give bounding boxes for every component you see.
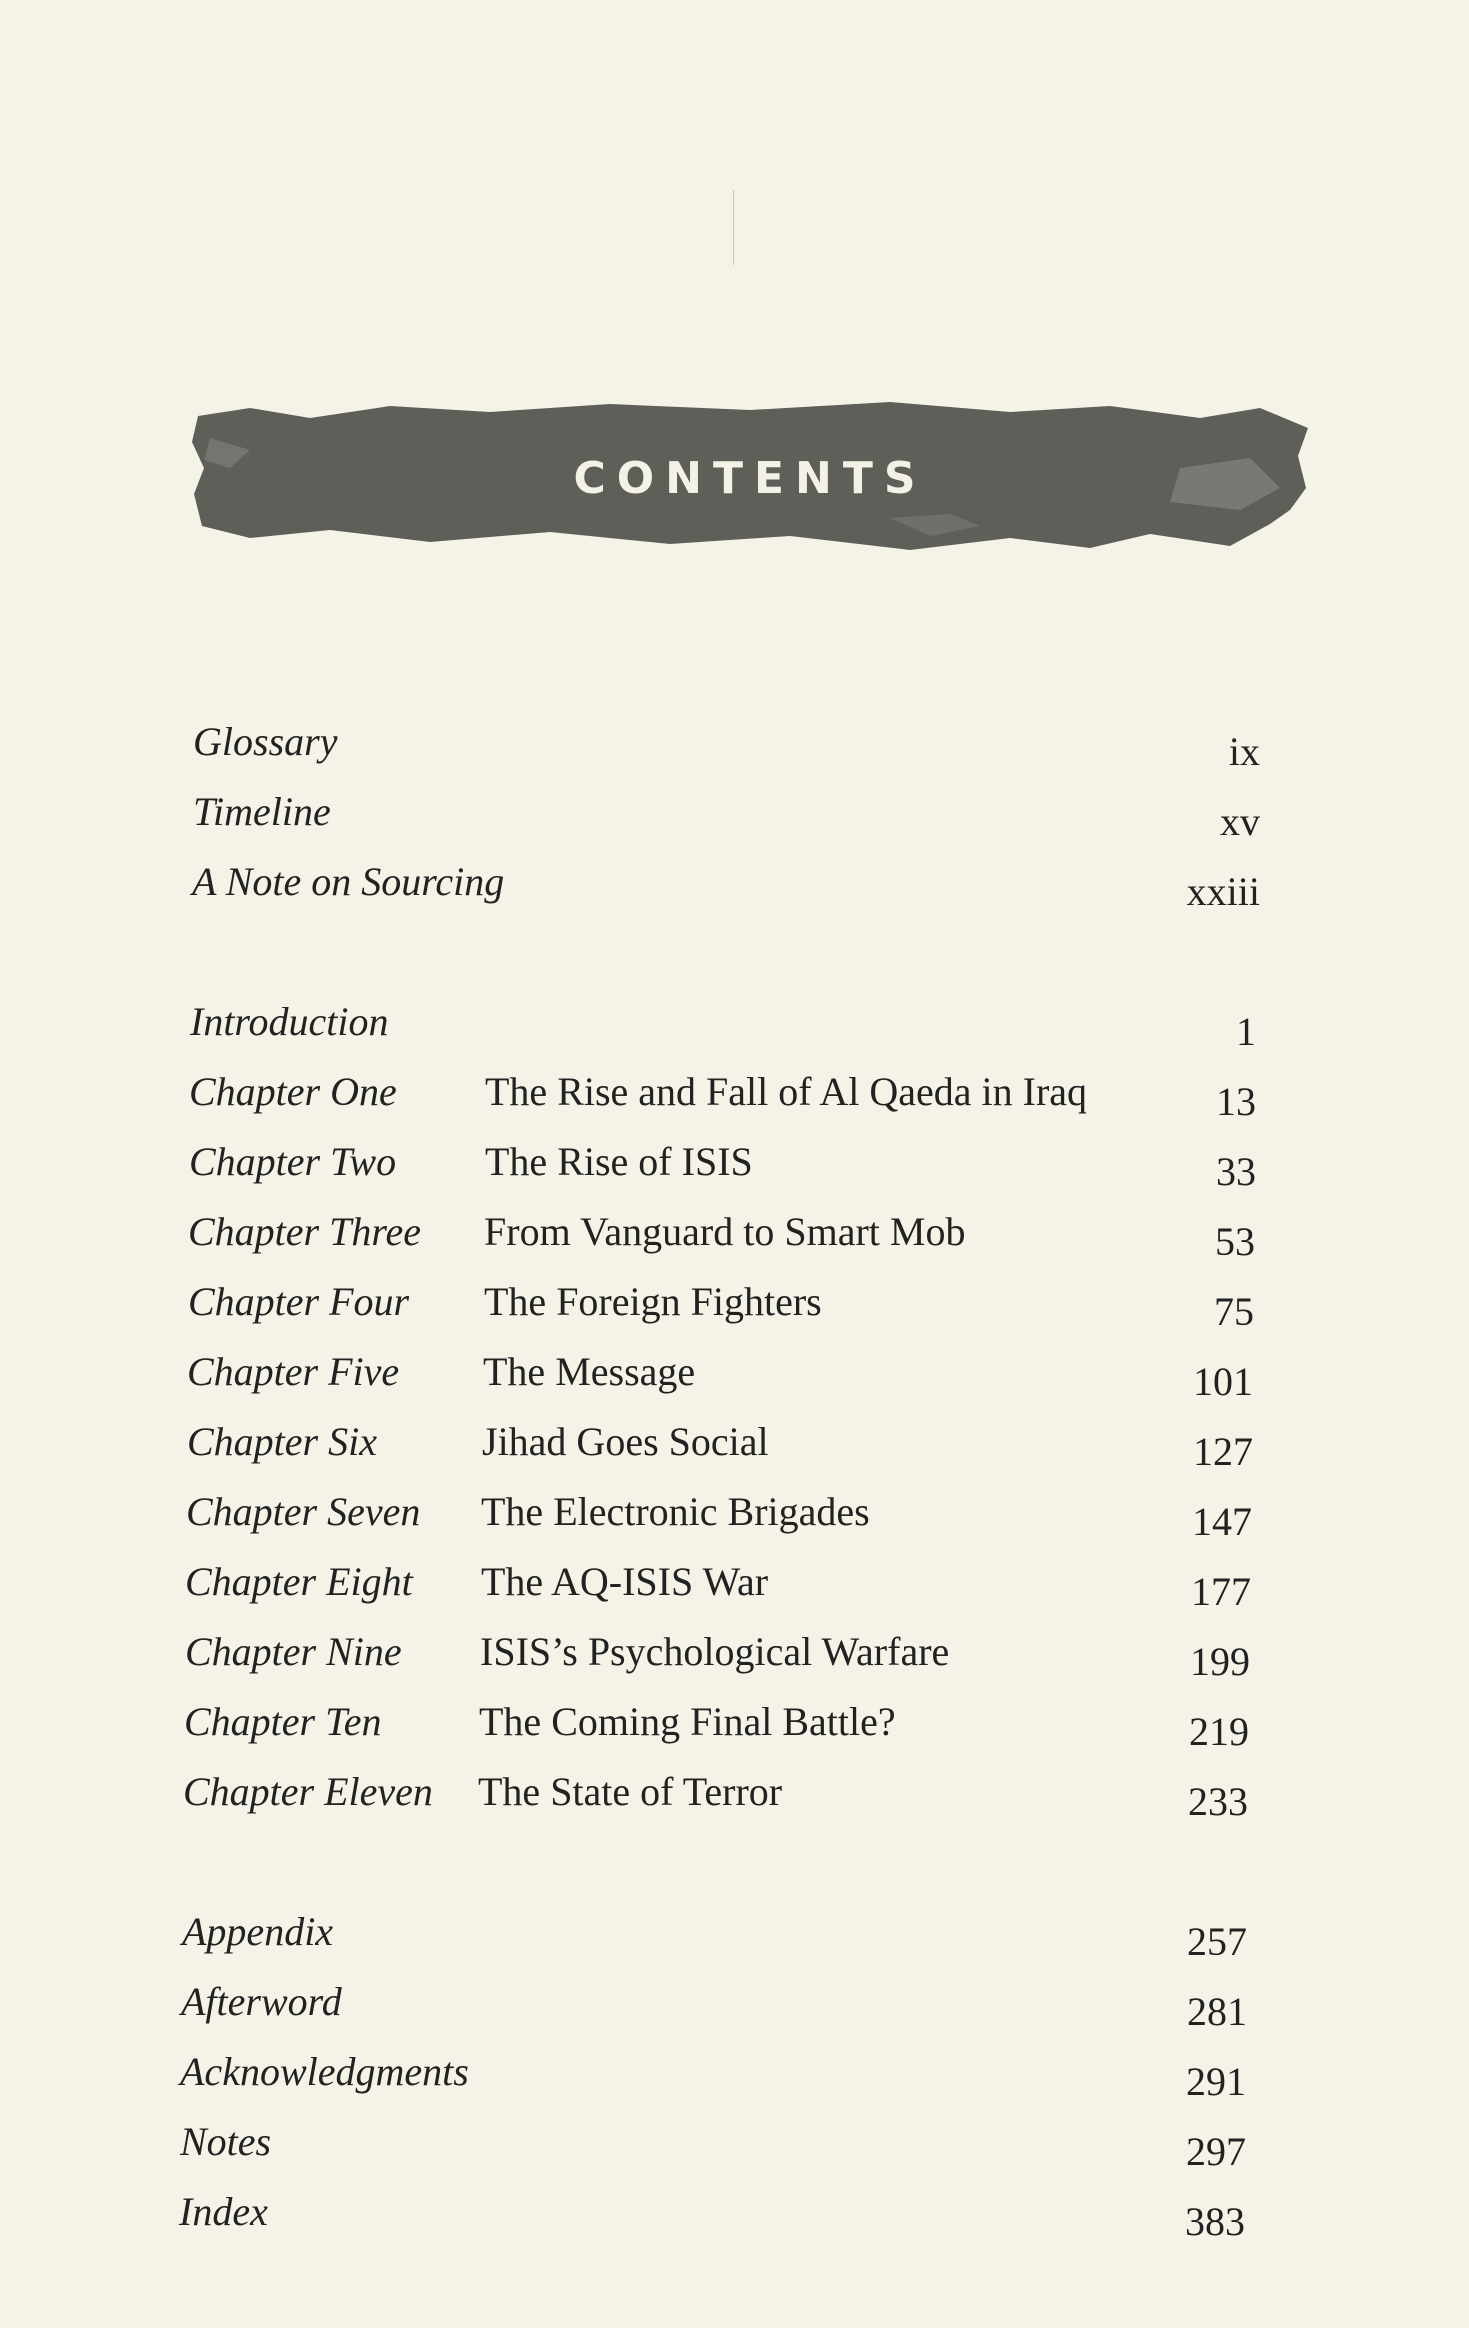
toc-page-chapter-seven: 147 xyxy=(1192,1499,1252,1544)
toc-page-chapter-four: 75 xyxy=(1214,1289,1254,1334)
toc-title-chapter-seven: The Electronic Brigades xyxy=(481,1489,870,1534)
toc-page-note-on-sourcing: xxiii xyxy=(1186,869,1260,914)
toc-title-chapter-two: The Rise of ISIS xyxy=(485,1139,753,1184)
toc-page-chapter-two: 33 xyxy=(1216,1149,1256,1194)
toc-label-chapter-seven: Chapter Seven xyxy=(186,1489,421,1534)
toc-title-chapter-six: Jihad Goes Social xyxy=(482,1419,769,1464)
toc-label-note-on-sourcing: A Note on Sourcing xyxy=(192,859,505,904)
toc-title-chapter-four: The Foreign Fighters xyxy=(484,1279,822,1324)
toc-page-acknowledgments: 291 xyxy=(1186,2059,1246,2104)
toc-page-chapter-six: 127 xyxy=(1193,1429,1253,1474)
toc-label-afterword: Afterword xyxy=(181,1979,342,2024)
toc-page-glossary: ix xyxy=(1228,729,1260,774)
toc-page-afterword: 281 xyxy=(1187,1989,1247,2034)
toc-title-chapter-eight: The AQ-ISIS War xyxy=(481,1559,769,1604)
toc-label-chapter-one: Chapter One xyxy=(189,1069,397,1114)
toc-page-chapter-three: 53 xyxy=(1215,1219,1255,1264)
toc-title-chapter-one: The Rise and Fall of Al Qaeda in Iraq xyxy=(485,1069,1088,1114)
toc-label-introduction: Introduction xyxy=(190,999,389,1044)
toc-label-index: Index xyxy=(179,2189,268,2234)
toc-page-introduction: 1 xyxy=(1236,1009,1256,1054)
toc-page-chapter-ten: 219 xyxy=(1189,1709,1249,1754)
toc-page-chapter-eight: 177 xyxy=(1191,1569,1251,1614)
toc-label-chapter-eleven: Chapter Eleven xyxy=(183,1769,433,1814)
toc-label-chapter-five: Chapter Five xyxy=(187,1349,400,1394)
toc-label-chapter-ten: Chapter Ten xyxy=(184,1699,382,1744)
toc-title-chapter-ten: The Coming Final Battle? xyxy=(479,1699,896,1744)
toc-title-chapter-five: The Message xyxy=(483,1349,696,1394)
toc-label-timeline: Timeline xyxy=(193,789,331,834)
toc-label-glossary: Glossary xyxy=(193,719,338,764)
toc-page-chapter-one: 13 xyxy=(1216,1079,1256,1124)
toc-title-chapter-three: From Vanguard to Smart Mob xyxy=(484,1209,966,1254)
toc-page-timeline: xv xyxy=(1220,799,1260,844)
contents-heading: CONTENTS xyxy=(573,452,927,504)
toc-page-appendix: 257 xyxy=(1187,1919,1247,1964)
toc-label-chapter-six: Chapter Six xyxy=(187,1419,377,1464)
toc-page-chapter-eleven: 233 xyxy=(1188,1779,1248,1824)
toc-page-notes: 297 xyxy=(1186,2129,1246,2174)
toc-label-chapter-eight: Chapter Eight xyxy=(185,1559,413,1604)
toc-page-chapter-nine: 199 xyxy=(1190,1639,1250,1684)
toc-label-chapter-three: Chapter Three xyxy=(188,1209,421,1254)
toc-label-chapter-four: Chapter Four xyxy=(188,1279,410,1324)
toc-title-chapter-eleven: The State of Terror xyxy=(478,1769,783,1814)
toc-title-chapter-nine: ISIS’s Psychological Warfare xyxy=(480,1629,950,1674)
toc-label-chapter-nine: Chapter Nine xyxy=(185,1629,402,1674)
toc-label-chapter-two: Chapter Two xyxy=(189,1139,397,1184)
toc-label-notes: Notes xyxy=(180,2119,272,2164)
toc-label-appendix: Appendix xyxy=(182,1909,334,1954)
toc-label-acknowledgments: Acknowledgments xyxy=(180,2049,469,2094)
toc-page-chapter-five: 101 xyxy=(1193,1359,1253,1404)
toc-page-index: 383 xyxy=(1185,2199,1245,2244)
